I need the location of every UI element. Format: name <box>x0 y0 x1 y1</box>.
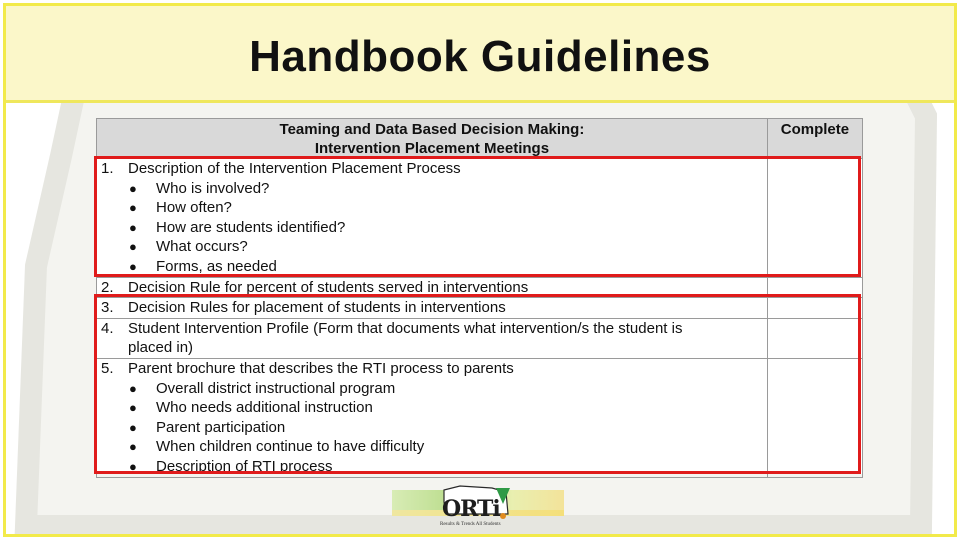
row-text: Description of the Intervention Placement Process <box>128 160 461 177</box>
table-row <box>97 159 863 278</box>
table-row <box>97 358 863 477</box>
logo-tagline: Results & Trends All Students <box>440 522 501 527</box>
header-line-1: Teaming and Data Based Decision Making: <box>279 121 585 138</box>
row-text: Student Intervention Profile (Form that documents what intervention/s the student is <box>128 319 683 337</box>
row-1-complete-cell[interactable] <box>767 159 862 278</box>
row-number: 1. <box>101 160 114 177</box>
checklist-document <box>96 118 863 474</box>
header-line-2: Intervention Placement Meetings <box>314 140 550 157</box>
row-5-complete-cell[interactable] <box>767 358 862 477</box>
row-2-content <box>97 277 768 298</box>
bullet-icon: ● <box>129 458 137 474</box>
bullet-icon: ● <box>129 239 137 255</box>
bullet-text: What occurs? <box>156 238 248 256</box>
bullet-icon: ● <box>129 219 137 235</box>
bullet-text: How are students identified? <box>156 218 346 236</box>
row-text: Parent brochure that describes the RTI process to parents <box>128 359 514 377</box>
slide-title: Handbook Guidelines <box>249 32 711 81</box>
row-number: 2. <box>101 278 114 296</box>
bullet-text: Forms, as needed <box>156 257 277 275</box>
row-number: 5. <box>101 359 114 377</box>
row-text-continuation: placed in) <box>128 339 194 357</box>
title-band <box>6 6 954 103</box>
row-text: Decision Rules for placement of students in interventions <box>128 299 506 317</box>
bullet-icon: ● <box>129 400 137 416</box>
row-number: 3. <box>101 299 114 317</box>
row-4-complete-cell[interactable] <box>767 318 862 358</box>
bullet-icon: ● <box>129 380 137 396</box>
row-5-content <box>97 358 768 477</box>
bullet-icon: ● <box>129 439 137 455</box>
bullet-icon: ● <box>129 258 137 274</box>
header-main <box>97 119 768 159</box>
checklist-table <box>96 118 863 478</box>
row-text: Decision Rule for percent of students served in interventions <box>128 278 529 296</box>
row-2-complete-cell[interactable] <box>767 277 862 298</box>
table-row <box>97 298 863 319</box>
row-number: 4. <box>101 319 114 337</box>
row-1-content <box>97 159 768 278</box>
bullet-text: Overall district instructional program <box>156 379 396 397</box>
logo-wordmark: ORTi <box>442 496 500 522</box>
bullet-text: Who needs additional instruction <box>156 399 373 417</box>
bullet-icon: ● <box>129 180 137 196</box>
table-row <box>97 318 863 358</box>
header-complete: Complete <box>767 119 862 159</box>
row-3-content <box>97 298 768 319</box>
bullet-icon: ● <box>129 200 137 216</box>
bullet-text: How often? <box>156 199 232 217</box>
row-4-content <box>97 318 768 358</box>
bullet-text: Parent participation <box>156 418 286 436</box>
bullet-text: Who is involved? <box>156 179 270 197</box>
bullet-icon: ● <box>129 419 137 435</box>
table-header-row <box>97 119 863 159</box>
bullet-text: When children continue to have difficulty <box>156 438 425 456</box>
table-row <box>97 277 863 298</box>
orti-logo <box>392 484 564 530</box>
row-3-complete-cell[interactable] <box>767 298 862 319</box>
bullet-text: Description of RTI process <box>156 457 333 475</box>
